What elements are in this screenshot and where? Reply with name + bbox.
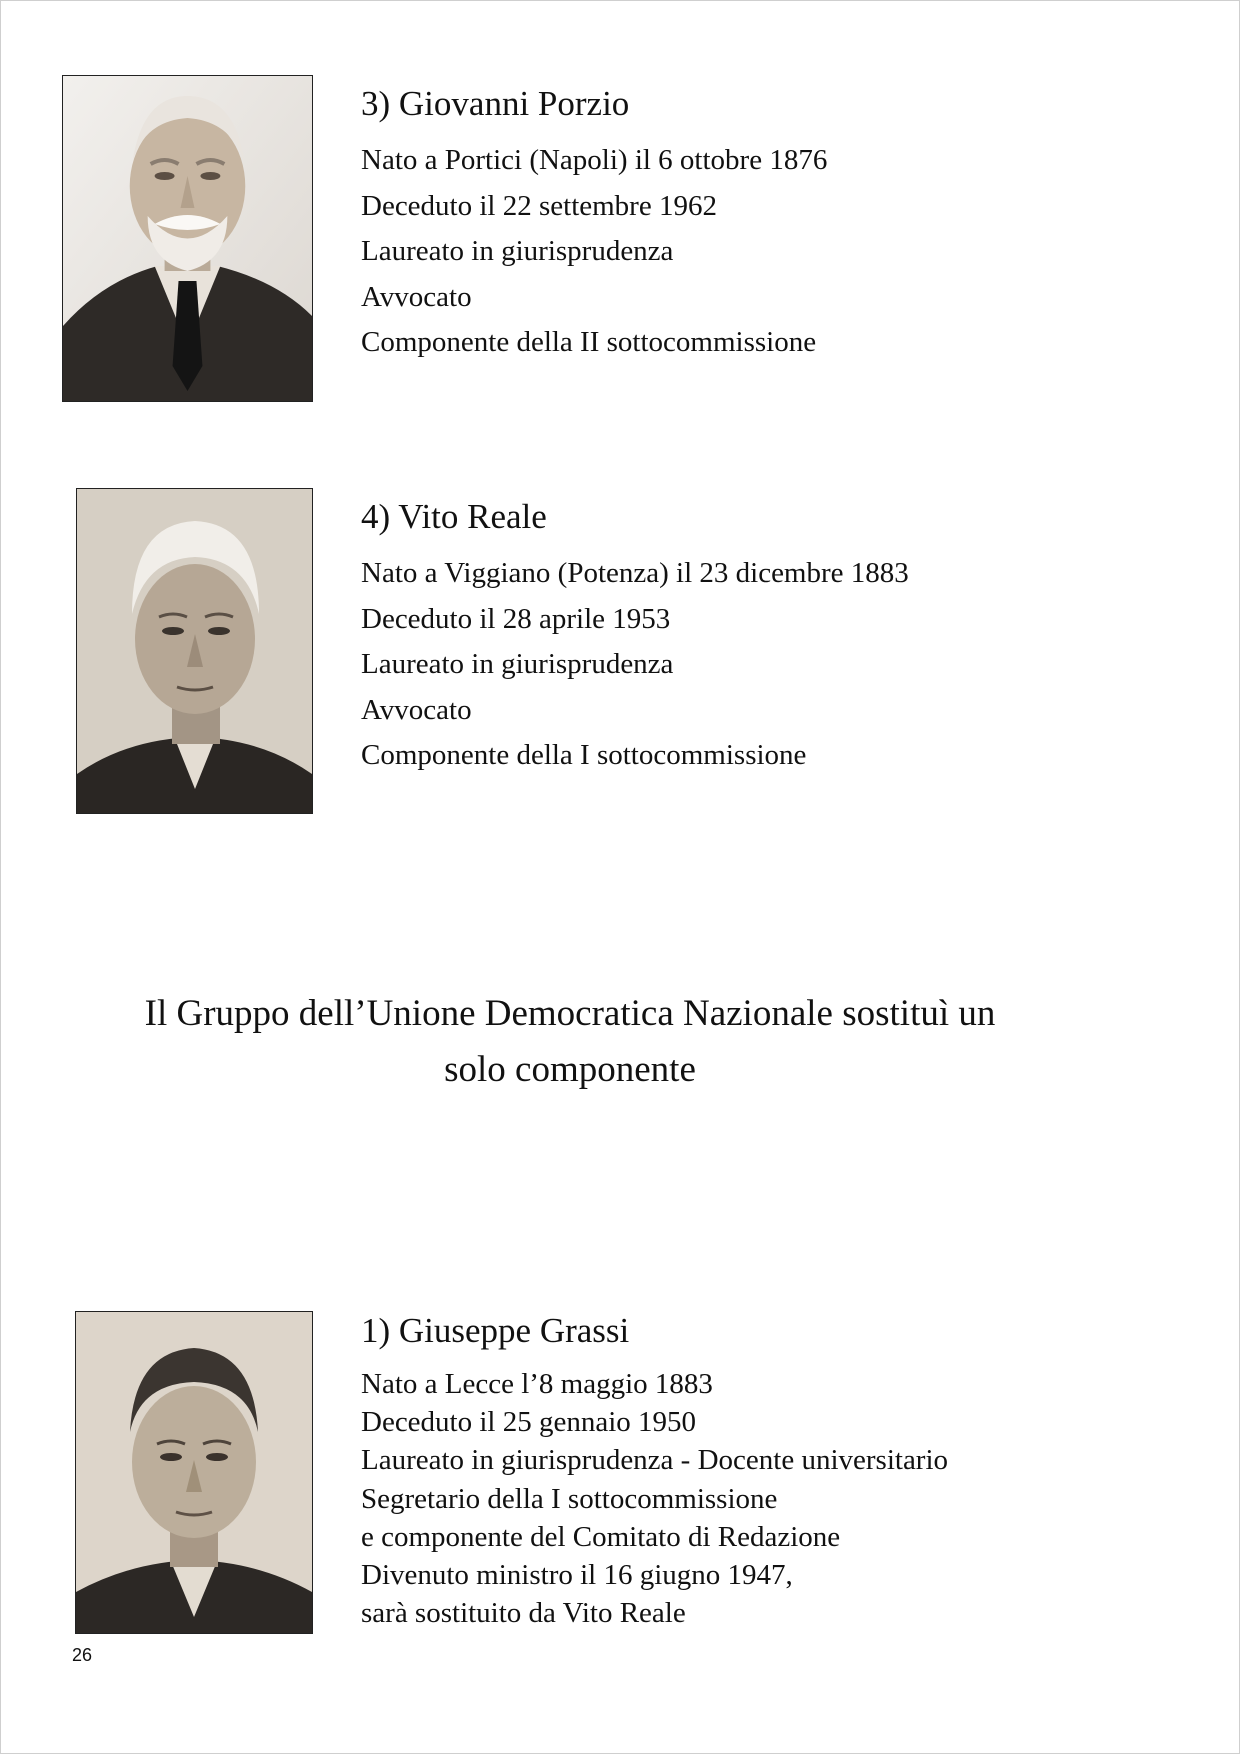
entry-line: Componente della I sottocommissione	[361, 739, 807, 771]
entry-line: Laureato in giurisprudenza - Docente universitario	[361, 1444, 949, 1477]
entry-line: Nato a Portici (Napoli) il 6 ottobre 1876	[361, 144, 828, 176]
entry-vito-reale	[361, 497, 909, 779]
entry-line: Divenuto ministro il 16 giugno 1947,	[361, 1559, 793, 1592]
entry-line: Deceduto il 22 settembre 1962	[361, 189, 717, 222]
entry-line: Nato a Lecce l’8 maggio 1883	[361, 1368, 713, 1400]
portrait-giovanni-porzio	[62, 75, 313, 402]
entry-giovanni-porzio	[361, 84, 827, 366]
entry-line: Laureato in giurisprudenza	[361, 235, 674, 267]
entry-line: Laureato in giurisprudenza	[361, 648, 674, 680]
entry-line: Segretario della I sottocommissione	[361, 1482, 778, 1515]
section-heading-line: solo componente	[444, 1049, 696, 1090]
entry-line: Avvocato	[361, 693, 472, 726]
section-heading-line: Il Gruppo dell’Unione Democratica Nazionale sostituì un	[144, 993, 996, 1034]
portrait-giuseppe-grassi	[75, 1311, 313, 1634]
entry-line: Deceduto il 25 gennaio 1950	[361, 1406, 697, 1439]
entry-line: e componente del Comitato di Redazione	[361, 1520, 841, 1553]
entry-title: 4) Vito Reale	[361, 497, 547, 536]
entry-line: sarà sostituito da Vito Reale	[361, 1597, 686, 1630]
entry-title: 1) Giuseppe Grassi	[361, 1311, 630, 1350]
entry-line: Componente della II sottocommissione	[361, 326, 817, 358]
section-heading	[60, 986, 1080, 1098]
page-number: 26	[72, 1645, 93, 1665]
entry-giuseppe-grassi	[361, 1311, 948, 1632]
entry-line: Avvocato	[361, 280, 472, 313]
entry-line: Nato a Viggiano (Potenza) il 23 dicembre 1883	[361, 557, 909, 589]
entry-line: Deceduto il 28 aprile 1953	[361, 602, 671, 635]
entry-title: 3) Giovanni Porzio	[361, 84, 630, 123]
portrait-vito-reale	[76, 488, 313, 814]
